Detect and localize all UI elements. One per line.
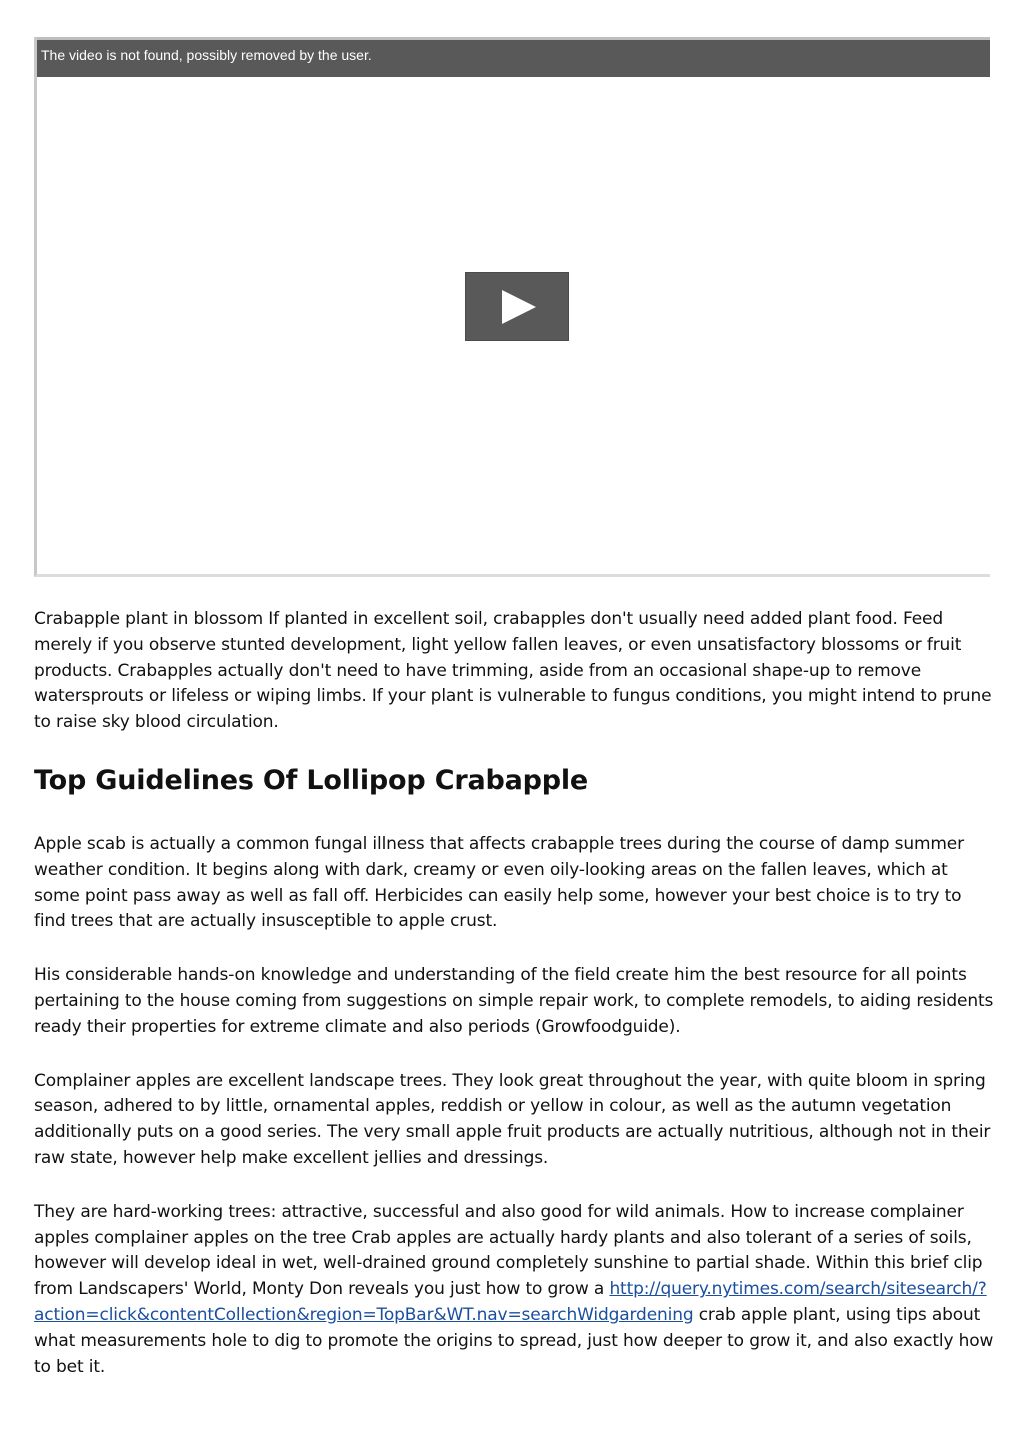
article-body [34, 607, 994, 1408]
nytimes-search-link[interactable]: http://query.nytimes.com/search/sitesearch/?action=click&contentCollection&region=TopBar&WT.nav=searchWidgardening [34, 1279, 987, 1325]
play-button[interactable] [465, 272, 569, 341]
paragraph-hard-working-trees [34, 1200, 994, 1381]
paragraph-hands-on-knowledge: His considerable hands-on knowledge and understanding of the field create him the best resource for all points pertaining to the house coming from suggestions on simple repair work, to complete remodels, to aiding residents ready their properties for extreme climate and also periods (Growfoodguide). [34, 965, 994, 1037]
section-heading: Top Guidelines Of Lollipop Crabapple [34, 764, 589, 796]
video-error-message: The video is not found, possibly removed by the user. [41, 47, 372, 63]
intro-paragraph: Crabapple plant in blossom If planted in excellent soil, crabapples don't usually need added plant food. Feed merely if you observe stunted development, light yellow fallen leaves, or even unsatisfactory blossoms or fruit products. Crabapples actually don't need to have trimming, aside from an occasional shape-up to remove watersprouts or lifeless or wiping limbs. If your plant is vulnerable to fungus conditions, you might intend to prune to raise sky blood circulation. [34, 609, 992, 733]
video-error-bar [37, 37, 990, 77]
paragraph-text-before-link: They are hard-working trees: attractive, successful and also good for wild animals. How to increase complainer apples complainer apples on the tree Crab apples are actually hardy plants and also tolerant of a series of soils, however will develop ideal in wet, well-drained ground completely sunshine to partial shade. Within this brief clip from Landscapers' World, Monty Don reveals you just how to grow a [34, 1201, 983, 1300]
paragraph-complainer-apples: Complainer apples are excellent landscape trees. They look great throughout the year, with quite bloom in spring season, adhered to by little, ornamental apples, reddish or yellow in colour, as well as the autumn vegetation additionally puts on a good series. The very small apple fruit products are actually nutritious, although not in their raw state, however help make excellent jellies and dressings. [34, 1070, 991, 1168]
paragraph-text-after-link: crab apple plant, using tips about what measurements hole to dig to promote the origins to spread, just how deeper to grow it, and also exactly how to bet it. [34, 1304, 994, 1377]
play-icon [502, 290, 536, 324]
paragraph-apple-scab: Apple scab is actually a common fungal illness that affects crabapple trees during the course of damp summer weather condition. It begins along with dark, creamy or even oily-looking areas on the fallen leaves, which at some point pass away as well as fall off. Herbicides can easily help some, however your best choice is to try to find trees that are actually insusceptible to apple crust. [34, 833, 964, 932]
video-player[interactable] [34, 37, 990, 577]
